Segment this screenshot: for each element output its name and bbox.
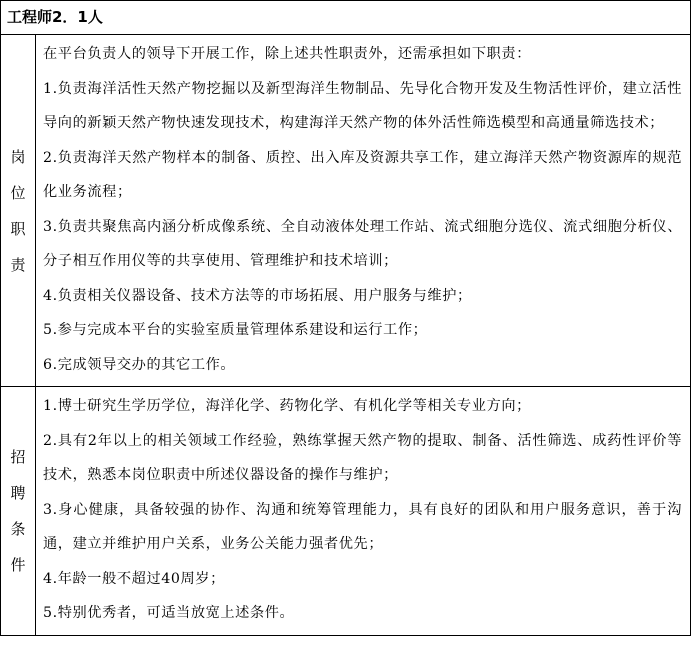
requirements-label-char-3: 条 — [10, 519, 26, 538]
duties-row — [1, 35, 691, 387]
duty-item-3: 3.负责共聚焦高内涵分析成像系统、全自动液体处理工作站、流式细胞分选仪、流式细胞分析仪、分子相互作用仪等的共享使用、管理维护和技术培训； — [43, 218, 682, 269]
requirement-item-1: 1.博士研究生学历学位，海洋化学、药物化学、有机化学等相关专业方向； — [43, 398, 531, 414]
requirement-item-3: 3.身心健康，具备较强的协作、沟通和统筹管理能力，具有良好的团队和用户服务意识，善于沟通，建立并维护用户关系，业务公关能力强者优先； — [43, 501, 682, 552]
duties-label-char-4: 责 — [10, 255, 26, 274]
requirements-label-cell — [1, 387, 36, 636]
duties-label-cell — [1, 35, 36, 387]
requirement-item-5: 5.特别优秀者，可适当放宽上述条件。 — [43, 605, 295, 621]
duties-label-char-1: 岗 — [10, 147, 26, 166]
requirements-content — [36, 387, 691, 636]
position-title: 工程师2．1人 — [1, 1, 691, 35]
requirement-item-2: 2.具有2年以上的相关领域工作经验，熟练掌握天然产物的提取、制备、活性筛选、成药性评价等技术，熟悉本岗位职责中所述仪器设备的操作与维护； — [43, 432, 682, 483]
duties-content — [36, 35, 691, 387]
duty-item-1: 1.负责海洋活性天然产物挖掘以及新型海洋生物制品、先导化合物开发及生物活性评价，建立活性导向的新颖天然产物快速发现技术，构建海洋天然产物的体外活性筛选模型和高通量筛选技术； — [43, 80, 682, 131]
duties-label-char-3: 职 — [10, 219, 26, 238]
requirements-label-char-2: 聘 — [10, 483, 26, 502]
requirements-label-char-1: 招 — [10, 447, 26, 466]
requirement-item-4: 4.年龄一般不超过40周岁； — [43, 570, 225, 587]
requirements-row — [1, 387, 691, 636]
requirements-label-char-4: 件 — [10, 555, 26, 574]
requirements-label — [1, 439, 35, 583]
duty-item-2: 2.负责海洋天然产物样本的制备、质控、出入库及资源共享工作，建立海洋天然产物资源库的规范化业务流程； — [43, 149, 682, 200]
duties-label-char-2: 位 — [10, 183, 26, 202]
duty-item-4: 4.负责相关仪器设备、技术方法等的市场拓展、用户服务与维护； — [43, 287, 472, 304]
duty-item-5: 5.参与完成本平台的实验室质量管理体系建设和运行工作； — [43, 322, 428, 338]
duties-intro: 在平台负责人的领导下开展工作，除上述共性职责外，还需承担如下职责： — [43, 46, 531, 62]
duty-item-6: 6.完成领导交办的其它工作。 — [43, 356, 236, 373]
title-row — [1, 1, 691, 35]
duties-label — [1, 139, 35, 283]
